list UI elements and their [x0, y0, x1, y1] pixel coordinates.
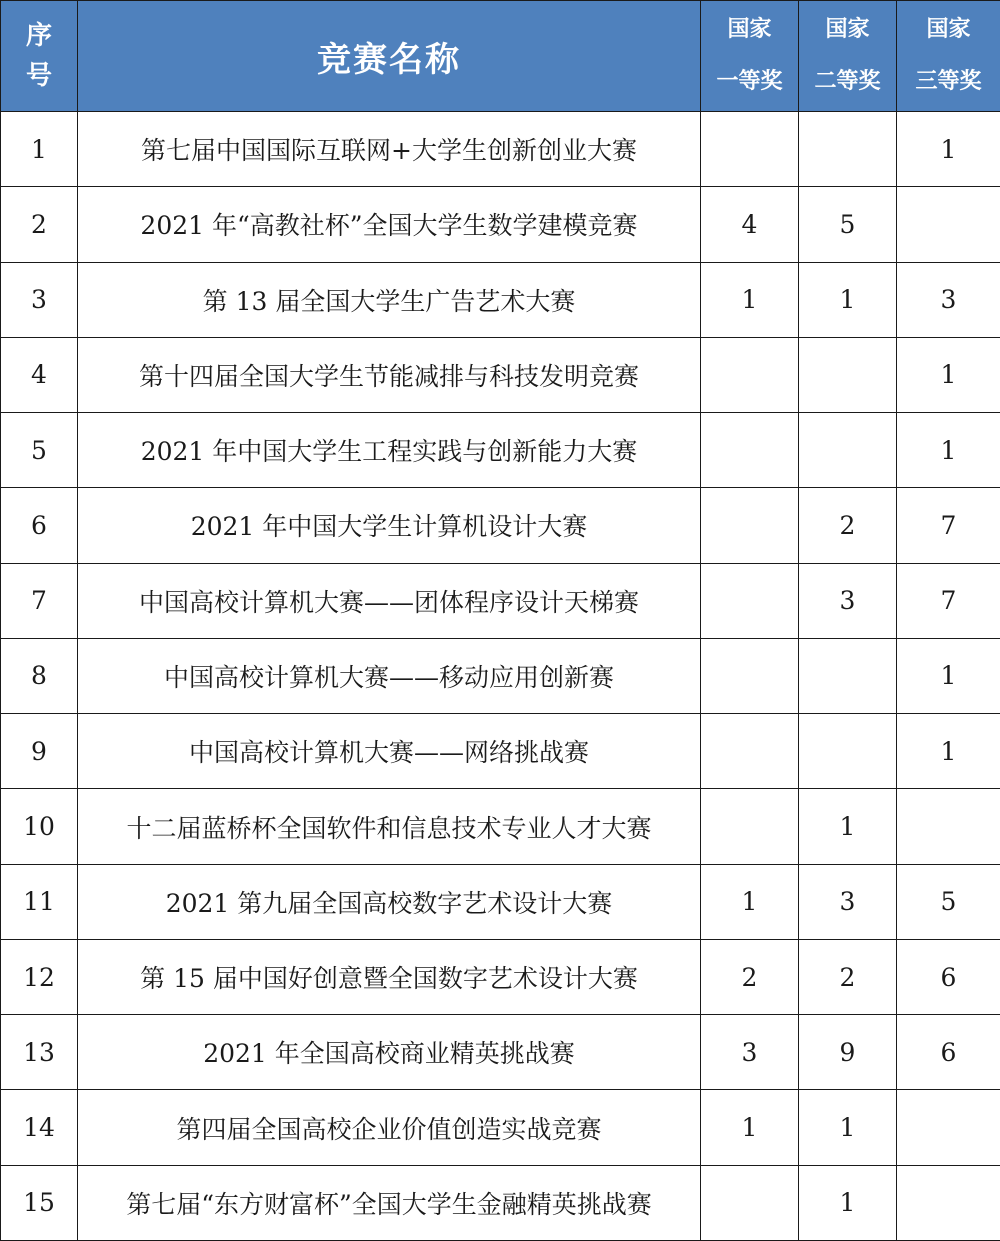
second-prize-cell: 1 — [799, 262, 897, 337]
first-prize-cell: 1 — [701, 262, 799, 337]
third-prize-cell: 1 — [897, 112, 1000, 187]
second-prize-cell — [799, 638, 897, 713]
table-row — [1, 939, 1000, 1014]
third-prize-cell — [897, 1165, 1000, 1240]
first-prize-cell — [701, 337, 799, 412]
second-prize-cell: 3 — [799, 864, 897, 939]
row-index-cell: 7 — [1, 563, 78, 638]
row-index-cell: 6 — [1, 488, 78, 563]
third-prize-cell: 6 — [897, 1015, 1000, 1090]
competition-name-cell: 第七届“东方财富杯”全国大学生金融精英挑战赛 — [78, 1165, 701, 1240]
second-prize-cell — [799, 714, 897, 789]
table-body — [1, 112, 1000, 1241]
third-prize-cell: 6 — [897, 939, 1000, 1014]
table-row — [1, 864, 1000, 939]
row-index-cell: 12 — [1, 939, 78, 1014]
competition-name-cell: 第十四届全国大学生节能减排与科技发明竞赛 — [78, 337, 701, 412]
table-row — [1, 187, 1000, 262]
column-header-name: 竞赛名称 — [78, 1, 701, 112]
first-prize-cell: 2 — [701, 939, 799, 1014]
first-prize-cell: 1 — [701, 864, 799, 939]
table-row — [1, 1015, 1000, 1090]
competition-name-cell: 中国高校计算机大赛——团体程序设计天梯赛 — [78, 563, 701, 638]
third-prize-cell: 1 — [897, 714, 1000, 789]
second-prize-cell — [799, 413, 897, 488]
column-header-second-prize-line2: 二等奖 — [814, 69, 881, 94]
table-row — [1, 638, 1000, 713]
column-header-index — [1, 1, 78, 112]
competition-name-cell: 2021 第九届全国高校数字艺术设计大赛 — [78, 864, 701, 939]
third-prize-cell — [897, 789, 1000, 864]
competition-name-cell: 2021 年全国高校商业精英挑战赛 — [78, 1015, 701, 1090]
column-header-third-prize-line1: 国家 — [926, 17, 971, 42]
row-index-cell: 15 — [1, 1165, 78, 1240]
second-prize-cell — [799, 112, 897, 187]
row-index-cell: 14 — [1, 1090, 78, 1165]
third-prize-cell: 5 — [897, 864, 1000, 939]
table-row — [1, 714, 1000, 789]
second-prize-cell: 5 — [799, 187, 897, 262]
first-prize-cell: 1 — [701, 1090, 799, 1165]
row-index-cell: 8 — [1, 638, 78, 713]
column-header-first-prize-line2: 一等奖 — [716, 69, 783, 94]
first-prize-cell — [701, 1165, 799, 1240]
table-row — [1, 337, 1000, 412]
competition-name-cell: 2021 年中国大学生计算机设计大赛 — [78, 488, 701, 563]
third-prize-cell: 3 — [897, 262, 1000, 337]
second-prize-cell: 2 — [799, 939, 897, 1014]
first-prize-cell — [701, 638, 799, 713]
column-header-index-line1: 序 — [25, 21, 52, 51]
first-prize-cell: 3 — [701, 1015, 799, 1090]
table-row — [1, 1165, 1000, 1240]
column-header-index-line2: 号 — [25, 61, 52, 91]
row-index-cell: 4 — [1, 337, 78, 412]
table-row — [1, 262, 1000, 337]
table-row — [1, 789, 1000, 864]
column-header-second-prize-line1: 国家 — [825, 17, 870, 42]
competition-name-cell: 中国高校计算机大赛——移动应用创新赛 — [78, 638, 701, 713]
table-row — [1, 413, 1000, 488]
row-index-cell: 13 — [1, 1015, 78, 1090]
competition-name-cell: 2021 年“高教社杯”全国大学生数学建模竞赛 — [78, 187, 701, 262]
column-header-third-prize-line2: 三等奖 — [915, 69, 982, 94]
table-header — [1, 1, 1000, 112]
first-prize-cell — [701, 488, 799, 563]
competition-name-cell: 第七届中国国际互联网+大学生创新创业大赛 — [78, 112, 701, 187]
second-prize-cell: 1 — [799, 1090, 897, 1165]
competition-name-cell: 第 15 届中国好创意暨全国数字艺术设计大赛 — [78, 939, 701, 1014]
second-prize-cell — [799, 337, 897, 412]
first-prize-cell — [701, 112, 799, 187]
first-prize-cell: 4 — [701, 187, 799, 262]
first-prize-cell — [701, 789, 799, 864]
row-index-cell: 11 — [1, 864, 78, 939]
competition-name-cell: 中国高校计算机大赛——网络挑战赛 — [78, 714, 701, 789]
third-prize-cell: 7 — [897, 488, 1000, 563]
header-row — [1, 1, 1000, 112]
second-prize-cell: 9 — [799, 1015, 897, 1090]
table-row — [1, 1090, 1000, 1165]
competition-name-cell: 第四届全国高校企业价值创造实战竞赛 — [78, 1090, 701, 1165]
second-prize-cell: 1 — [799, 1165, 897, 1240]
row-index-cell: 2 — [1, 187, 78, 262]
competition-name-cell: 第 13 届全国大学生广告艺术大赛 — [78, 262, 701, 337]
column-header-first-prize-line1: 国家 — [727, 17, 772, 42]
third-prize-cell: 1 — [897, 638, 1000, 713]
table-row — [1, 563, 1000, 638]
table-row — [1, 112, 1000, 187]
third-prize-cell: 1 — [897, 337, 1000, 412]
column-header-first-prize — [701, 1, 799, 112]
second-prize-cell: 2 — [799, 488, 897, 563]
first-prize-cell — [701, 563, 799, 638]
third-prize-cell: 7 — [897, 563, 1000, 638]
table-row — [1, 488, 1000, 563]
row-index-cell: 1 — [1, 112, 78, 187]
first-prize-cell — [701, 413, 799, 488]
third-prize-cell: 1 — [897, 413, 1000, 488]
third-prize-cell — [897, 1090, 1000, 1165]
competition-name-cell: 2021 年中国大学生工程实践与创新能力大赛 — [78, 413, 701, 488]
column-header-second-prize — [799, 1, 897, 112]
column-header-third-prize — [897, 1, 1000, 112]
row-index-cell: 10 — [1, 789, 78, 864]
second-prize-cell: 1 — [799, 789, 897, 864]
second-prize-cell: 3 — [799, 563, 897, 638]
competition-name-cell: 十二届蓝桥杯全国软件和信息技术专业人才大赛 — [78, 789, 701, 864]
row-index-cell: 9 — [1, 714, 78, 789]
row-index-cell: 5 — [1, 413, 78, 488]
row-index-cell: 3 — [1, 262, 78, 337]
first-prize-cell — [701, 714, 799, 789]
third-prize-cell — [897, 187, 1000, 262]
